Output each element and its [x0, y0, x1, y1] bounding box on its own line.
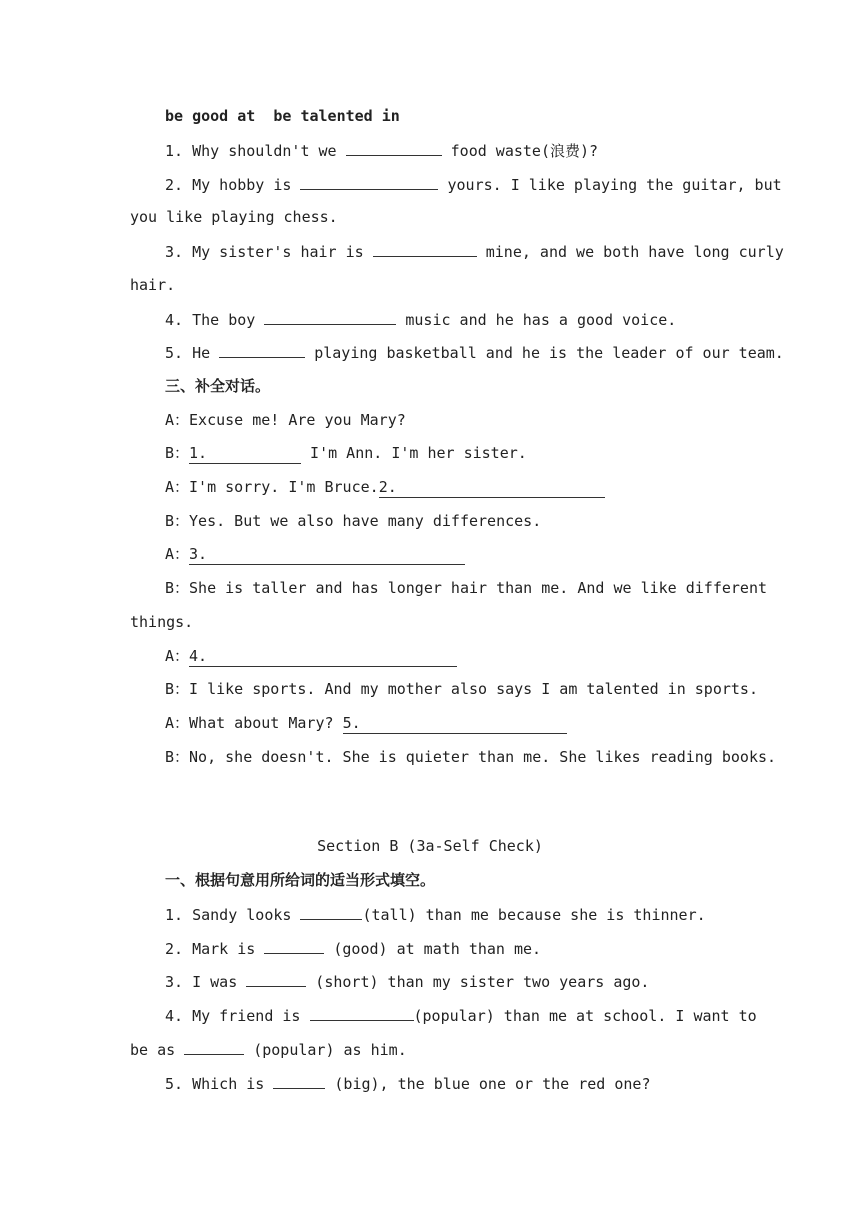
dialogue-blank-5[interactable]: 5.: [343, 713, 567, 734]
section-b-question-4-cont: be as (popular) as him.: [130, 1041, 407, 1059]
dialogue-line-5: A：3.: [165, 544, 465, 565]
section-b-question-3: 3. I was (short) than my sister two years ago.: [165, 973, 650, 991]
answer-blank[interactable]: [219, 342, 305, 358]
dialogue-line-4: B：Yes. But we also have many differences.: [165, 512, 542, 530]
part2-question-5: 5. He playing basketball and he is the leader of our team.: [165, 344, 784, 362]
dialogue-line-1: A：Excuse me! Are you Mary?: [165, 411, 406, 429]
phrase-options: be good at be talented in: [165, 107, 400, 125]
part2-question-3: 3. My sister's hair is mine, and we both have long curly: [165, 243, 784, 261]
dialogue-line-8: B：I like sports. And my mother also says I am talented in sports.: [165, 680, 758, 698]
answer-blank[interactable]: [184, 1039, 244, 1055]
answer-blank[interactable]: [273, 1073, 325, 1089]
dialogue-line-3: A：I'm sorry. I'm Bruce.2.: [165, 477, 605, 498]
dialogue-line-6-cont: things.: [130, 613, 194, 631]
dialogue-line-10: B：No, she doesn't. She is quieter than me. She likes reading books.: [165, 748, 777, 766]
answer-blank[interactable]: [300, 904, 362, 920]
answer-blank[interactable]: [264, 309, 396, 325]
answer-blank[interactable]: [346, 140, 442, 156]
dialogue-line-2: B：1. I'm Ann. I'm her sister.: [165, 444, 527, 462]
dialogue-line-9: A：What about Mary? 5.: [165, 713, 567, 734]
dialogue-blank-4[interactable]: 4.: [189, 646, 457, 667]
part2-question-2: 2. My hobby is yours. I like playing the guitar, but: [165, 176, 782, 194]
dialogue-line-6: B：She is taller and has longer hair than me. And we like different: [165, 579, 767, 597]
part2-question-4: 4. The boy music and he has a good voice.: [165, 311, 677, 329]
section-b-question-4: 4. My friend is (popular) than me at school. I want to: [165, 1007, 757, 1025]
section-b-question-2: 2. Mark is (good) at math than me.: [165, 940, 542, 958]
section-b-heading: 一、根据句意用所给词的适当形式填空。: [165, 871, 436, 889]
dialogue-line-7: A：4.: [165, 646, 457, 667]
answer-blank[interactable]: [310, 1005, 414, 1021]
dialogue-blank-2[interactable]: 2.: [379, 477, 605, 498]
part2-question-2-cont: you like playing chess.: [130, 208, 338, 226]
section-b-question-1: 1. Sandy looks (tall) than me because she is thinner.: [165, 906, 706, 924]
section-b-question-5: 5. Which is (big), the blue one or the red one?: [165, 1075, 651, 1093]
answer-blank[interactable]: [373, 241, 477, 257]
dialogue-blank-3[interactable]: 3.: [189, 544, 465, 565]
dialogue-blank-1[interactable]: 1.: [189, 443, 301, 464]
part2-question-3-cont: hair.: [130, 276, 176, 294]
part3-heading: 三、补全对话。: [165, 377, 271, 395]
answer-blank[interactable]: [300, 174, 438, 190]
answer-blank[interactable]: [246, 971, 306, 987]
part2-question-1: 1. Why shouldn't we food waste(浪费)?: [165, 142, 599, 160]
section-b-title: Section B (3a-Self Check): [317, 837, 543, 855]
answer-blank[interactable]: [264, 938, 324, 954]
